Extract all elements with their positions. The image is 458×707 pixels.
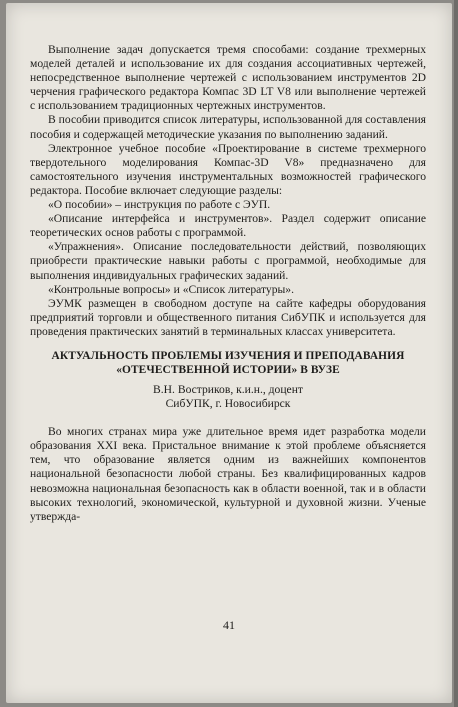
- paragraph: В пособии приводится список литературы, использованной для составления пособия и содержащей методические указания по выполнению заданий.: [30, 113, 426, 141]
- heading-line-1: АКТУАЛЬНОСТЬ ПРОБЛЕМЫ ИЗУЧЕНИЯ И ПРЕПОДАВАНИЯ: [51, 349, 405, 362]
- book-spine-edge: [454, 0, 458, 707]
- paragraph: Во многих странах мира уже длительное время идет разработка модели образования XXI века. Пристальное внимание к этой проблеме объясняется тем, что образование является одним из важнейших компонентов национальной безопасности любой страны. Без квалифицированных кадров невозможна национальная безопасность как в области военной, так и в области высоких технологий, экономической, культурной и духовной жизни. Ученые утвержда-: [30, 425, 426, 523]
- paragraph: Электронное учебное пособие «Проектирование в системе трехмерного твердотельного моделирования Компас-3D V8» предназначено для самостоятельного изучения инструментальных возможностей графического редактора. Пособие включает следующие разделы:: [30, 141, 426, 197]
- article-heading: [30, 349, 426, 377]
- paragraph: «Контрольные вопросы» и «Список литературы».: [48, 282, 294, 296]
- page-number: 41: [223, 618, 235, 632]
- organization-line: СибУПК, г. Новосибирск: [165, 397, 291, 411]
- paragraph: ЭУМК размещен в свободном доступе на сайте кафедры оборудования предприятий торговли и общественного питания СибУПК и используется для проведения практических занятий в терминальных классах университета.: [30, 296, 426, 338]
- paragraph: «Упражнения». Описание последовательности действий, позволяющих приобрести практические навыки работы с программой, необходимые для выполнения индивидуальных графических заданий.: [30, 240, 426, 282]
- paragraph: «Описание интерфейса и инструментов». Раздел содержит описание теоретических основ работы с программой.: [30, 212, 426, 240]
- paragraph: «О пособии» – инструкция по работе с ЭУП.: [48, 198, 271, 212]
- heading-line-2: «ОТЕЧЕСТВЕННОЙ ИСТОРИИ» В ВУЗЕ: [116, 363, 340, 376]
- book-page: [6, 3, 452, 703]
- page-text: [30, 43, 426, 524]
- author-line: В.Н. Востриков, к.и.н., доцент: [153, 382, 303, 396]
- paragraph: Выполнение задач допускается тремя способами: создание трехмерных моделей деталей и использование их для создания ассоциативных чертежей, непосредственное выполнение чертежей с использованием инструментов 2D черчения графического редактора Компас 3D LT V8 или выполнение чертежей с использованием традиционных чертежных инструментов.: [30, 43, 426, 113]
